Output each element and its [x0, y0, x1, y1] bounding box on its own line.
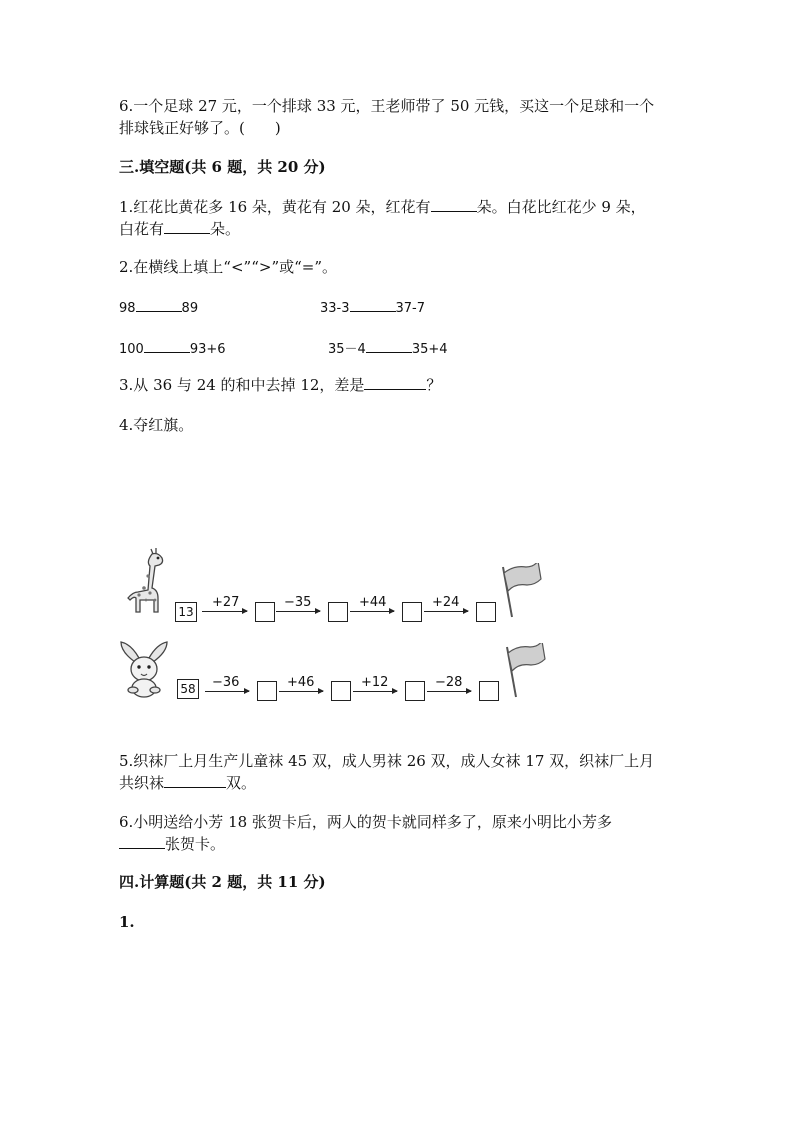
q4-row2-arrow-2	[279, 691, 323, 692]
judge-q6-line1: 6.一个足球 27 元，一个排球 33 元，王老师带了 50 元钱，买这一个足球和一个	[119, 97, 655, 115]
q4-row1-op-3: +44	[359, 595, 387, 610]
q5-text-b: 双。	[226, 774, 257, 792]
q4-row1-arrow-2	[276, 611, 320, 612]
q4-row2-op-4: −28	[435, 675, 463, 690]
q3-line	[119, 375, 441, 395]
q4-row1-arrow-1	[202, 611, 247, 612]
q2-r1r-a: 33-3	[320, 301, 350, 316]
q4-row2-arrow-1	[205, 691, 249, 692]
q4-row2-start: 58	[177, 679, 199, 699]
q5-blank[interactable]	[164, 773, 226, 788]
judge-q6-line2: 排球钱正好够了。( )	[119, 119, 281, 137]
q1-blank-red[interactable]	[431, 197, 477, 212]
q6-text-b: 张贺卡。	[165, 835, 226, 853]
q3-blank[interactable]	[364, 375, 426, 390]
q1-line1	[119, 197, 646, 217]
q1-blank-white[interactable]	[164, 219, 210, 234]
q4-row2-answer-2[interactable]	[331, 681, 351, 701]
q4-row1-arrow-4	[424, 611, 468, 612]
q4-row2-answer-4[interactable]	[479, 681, 499, 701]
q2-blank-3[interactable]	[144, 338, 190, 353]
q2-blank-4[interactable]	[366, 338, 412, 353]
q2-blank-2[interactable]	[350, 297, 396, 312]
section-3-heading: 三.填空题(共 6 题，共 20 分)	[119, 158, 326, 176]
flag-icon	[502, 643, 548, 699]
q4-row1-arrow-3	[350, 611, 394, 612]
q4-row1-op-4: +24	[432, 595, 460, 610]
q5-text-a: 共织袜	[119, 774, 165, 792]
q4-row1-start: 13	[175, 602, 197, 622]
q2-row1-left	[119, 297, 198, 319]
q4-row1-answer-4[interactable]	[476, 602, 496, 622]
q4-row2-arrow-4	[427, 691, 471, 692]
q4-row2-op-2: +46	[287, 675, 315, 690]
q4-row2-op-1: −36	[212, 675, 240, 690]
q3-text-a: 3.从 36 与 24 的和中去掉 12，差是	[119, 376, 365, 394]
q4-row2-arrow-3	[353, 691, 397, 692]
q5-line2	[119, 773, 256, 793]
q2-r2r-b: 35+4	[411, 342, 448, 357]
q2-r2l-a: 100	[119, 342, 144, 357]
q4-row1-answer-1[interactable]	[255, 602, 275, 622]
q6-line1: 6.小明送给小芳 18 张贺卡后，两人的贺卡就同样多了，原来小明比小芳多	[119, 813, 612, 831]
q3-text-b: ？	[426, 376, 442, 394]
q4-row1-op-2: −35	[284, 595, 312, 610]
q2-row1-right	[320, 297, 425, 319]
q4-prompt: 4.夺红旗。	[119, 416, 194, 434]
q2-prompt: 2.在横线上填上“<”“>”或“=”。	[119, 258, 338, 276]
q6-blank[interactable]	[119, 834, 165, 849]
q4-row2-answer-3[interactable]	[405, 681, 425, 701]
q2-row2-left	[119, 338, 226, 360]
flag-icon	[498, 563, 544, 619]
q1-text-b: 朵。白花比红花少 9 朵，	[476, 198, 646, 216]
q4-row1-answer-3[interactable]	[402, 602, 422, 622]
q6-line2	[119, 834, 225, 854]
q4-row2-op-3: +12	[361, 675, 389, 690]
q1-line2	[119, 219, 240, 239]
q4-row1-answer-2[interactable]	[328, 602, 348, 622]
q5-line1: 5.织袜厂上月生产儿童袜 45 双，成人男袜 26 双，成人女袜 17 双，织袜厂上月	[119, 752, 655, 770]
q4-row1-op-1: +27	[212, 595, 240, 610]
q2-blank-1[interactable]	[136, 297, 182, 312]
q2-r2l-b: 93+6	[189, 342, 226, 357]
q1-text-d: 朵。	[210, 220, 241, 238]
q1-text-a: 1.红花比黄花多 16 朵，黄花有 20 朵，红花有	[119, 198, 431, 216]
rabbit-icon	[119, 640, 169, 698]
q2-r1l-b: 89	[181, 301, 199, 316]
giraffe-icon	[118, 548, 170, 614]
calc-item-1: 1.	[119, 913, 135, 931]
q2-r1r-b: 37-7	[395, 301, 426, 316]
q2-r2r-a: 35－4	[328, 342, 366, 357]
q2-r1l-a: 98	[119, 301, 136, 316]
q2-row2-right	[328, 338, 448, 360]
section-4-heading: 四.计算题(共 2 题，共 11 分)	[119, 873, 326, 891]
q1-text-c: 白花有	[119, 220, 165, 238]
q4-row2-answer-1[interactable]	[257, 681, 277, 701]
